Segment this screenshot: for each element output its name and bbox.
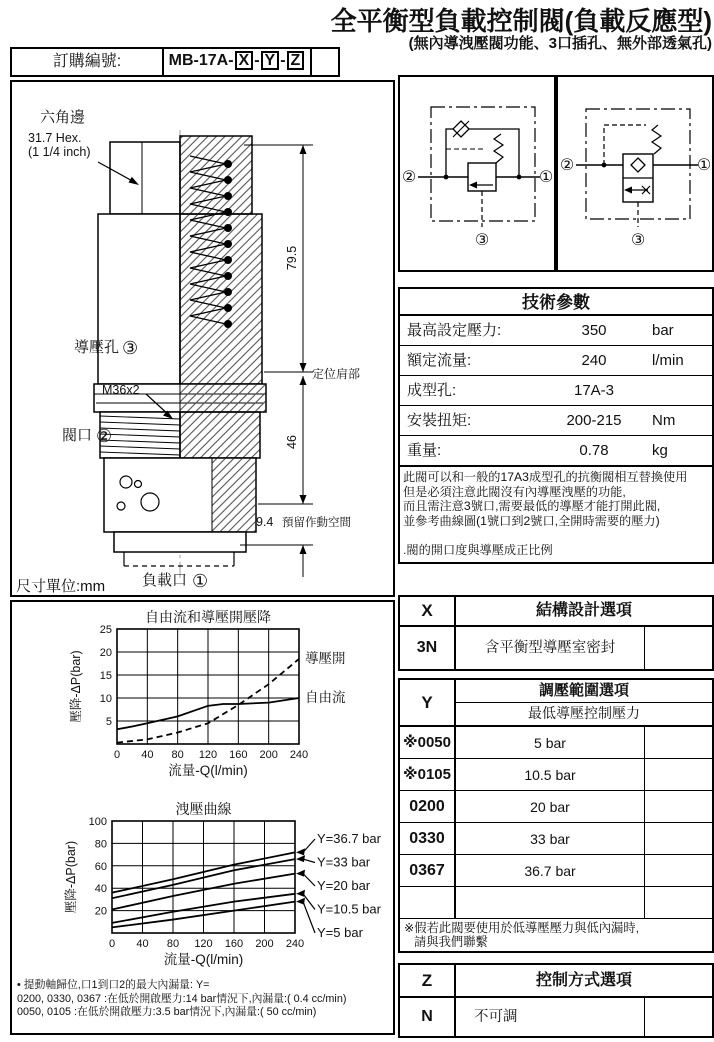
specs-note-line: 而且需注意3號口,需要最低的導壓才能打開此閥, <box>403 499 661 514</box>
option-y-row-code: 0330 <box>400 823 456 854</box>
option-y-row-code: 0367 <box>400 855 456 886</box>
option-z-title: 控制方式選項 <box>535 972 632 989</box>
option-y-row-desc: 33 bar <box>530 831 570 847</box>
spec-label: 安裝扭矩: <box>407 412 472 429</box>
table-row <box>400 597 712 627</box>
spec-unit: bar <box>652 322 674 339</box>
schematic-right-port3: ③ <box>630 232 646 249</box>
table-row <box>400 887 712 919</box>
order-number-code <box>164 49 312 75</box>
charts-panel <box>10 600 395 1035</box>
svg-text:80: 80 <box>166 938 180 950</box>
specs-table <box>398 287 714 564</box>
valve-cross-section-drawing <box>12 82 393 595</box>
table-row <box>400 436 712 466</box>
svg-text:自由流: 自由流 <box>305 690 346 705</box>
dim-46: 46 <box>285 435 299 449</box>
schematic-left-port3: ③ <box>474 232 490 249</box>
svg-text:0: 0 <box>108 938 116 950</box>
order-code-prefix: MB-17A- <box>168 52 234 69</box>
specs-note <box>400 466 712 562</box>
option-y-row-desc: 20 bar <box>530 799 570 815</box>
order-code-sep2: - <box>280 52 286 69</box>
option-y-row-empty <box>644 823 712 854</box>
svg-text:自由流和導壓開壓降: 自由流和導壓開壓降 <box>145 609 271 625</box>
svg-text:20: 20 <box>94 905 107 918</box>
svg-text:80: 80 <box>171 749 184 761</box>
svg-text:15: 15 <box>99 670 112 682</box>
specs-note-line <box>403 528 709 543</box>
schematic-right-symbol <box>558 77 712 270</box>
spec-unit: Nm <box>652 412 676 429</box>
option-y-row-desc: 10.5 bar <box>524 767 576 783</box>
spec-unit: kg <box>652 442 668 459</box>
spec-label: 最高設定壓力: <box>407 322 502 339</box>
spec-unit <box>652 376 705 405</box>
charts-footnote <box>17 979 346 1020</box>
pilot-port-number: ③ <box>122 338 139 358</box>
spec-value: 200-215 <box>566 412 622 429</box>
svg-text:流量-Q(l/min): 流量-Q(l/min) <box>163 952 244 967</box>
units-note: 尺寸單位:mm <box>16 578 106 595</box>
svg-text:流量-Q(l/min): 流量-Q(l/min) <box>168 763 248 778</box>
specs-note-line: 並參考曲線圖(1號口到2號口,全開時需要的壓力) <box>403 513 660 528</box>
order-code-y: Y <box>261 51 280 70</box>
svg-text:80: 80 <box>94 838 107 851</box>
svg-text:20: 20 <box>99 647 112 659</box>
option-y-row-code: ※0050 <box>400 727 456 758</box>
table-row <box>400 965 712 998</box>
svg-text:壓降-ΔP(bar): 壓降-ΔP(bar) <box>69 650 83 723</box>
spec-value: 0.78 <box>579 442 609 459</box>
option-z-row-empty <box>644 998 712 1036</box>
dim-9-4: 9.4 <box>256 515 274 529</box>
table-row <box>400 316 712 346</box>
svg-text:0: 0 <box>113 749 121 761</box>
table-row <box>400 680 712 727</box>
option-y-row-code: ※0105 <box>400 759 456 790</box>
option-x-row-code: 3N <box>400 627 456 669</box>
hex-size-line2: (1 1/4 inch) <box>28 145 91 159</box>
order-code-x: X <box>235 51 254 70</box>
order-code-sep1: - <box>254 52 260 69</box>
svg-text:Y=20 bar: Y=20 bar <box>317 878 371 893</box>
svg-text:200: 200 <box>259 749 278 761</box>
svg-text:40: 40 <box>141 749 154 761</box>
svg-text:100: 100 <box>88 816 107 828</box>
svg-text:60: 60 <box>94 860 107 873</box>
option-table-x <box>398 595 714 671</box>
svg-text:Y=33 bar: Y=33 bar <box>317 854 371 870</box>
option-table-y <box>398 678 714 953</box>
svg-text:洩壓曲線: 洩壓曲線 <box>175 801 232 817</box>
order-number-empty-cell <box>312 49 338 75</box>
spec-label: 重量: <box>407 442 442 459</box>
svg-text:導壓開: 導壓開 <box>305 650 346 666</box>
table-row <box>400 346 712 376</box>
specs-title: 技術參數 <box>400 289 712 316</box>
option-y-footnote <box>400 919 712 951</box>
svg-text:160: 160 <box>229 749 248 761</box>
option-y-row-empty <box>644 759 712 790</box>
load-port-number: ① <box>192 571 209 591</box>
valve-port-number: ② <box>96 426 113 446</box>
hydraulic-schematic-right <box>556 75 714 272</box>
spec-value: 350 <box>581 322 607 339</box>
option-y-row-desc: 5 bar <box>534 735 566 751</box>
option-x-row-desc: 含平衡型導壓室密封 <box>484 640 616 656</box>
table-row <box>400 823 712 855</box>
option-z-row-desc: 不可調 <box>474 1009 518 1025</box>
option-y-code: Y <box>400 680 456 725</box>
svg-text:25: 25 <box>99 624 112 636</box>
table-row <box>400 855 712 887</box>
option-y-row-desc <box>456 887 644 918</box>
order-number-label: 訂購編號: <box>12 49 164 75</box>
table-row <box>400 759 712 791</box>
svg-text:240: 240 <box>289 749 309 761</box>
schematic-left-port2: ② <box>401 169 417 186</box>
svg-text:240: 240 <box>285 938 305 950</box>
svg-text:壓降-ΔP(bar): 壓降-ΔP(bar) <box>64 840 78 914</box>
svg-text:120: 120 <box>194 938 213 950</box>
option-y-row-empty <box>644 855 712 886</box>
specs-note-line: 但是必須注意此閥沒有內導壓洩壓的功能, <box>403 484 626 499</box>
valve-port-label: 閥口 <box>62 427 93 444</box>
table-row <box>400 998 712 1036</box>
option-y-row-code: 0200 <box>400 791 456 822</box>
stroke-space-label: 預留作動空間 <box>282 517 351 529</box>
option-y-row-desc: 36.7 bar <box>524 863 576 879</box>
charts-footnote-line: 0050, 0105 :在低於開啟壓力:3.5 bar情況下,內漏量:( 50 cc/min) <box>17 1006 317 1019</box>
order-number-box <box>10 47 340 77</box>
svg-text:160: 160 <box>224 938 244 950</box>
svg-text:5: 5 <box>105 716 112 728</box>
schematic-left-symbol <box>400 77 554 270</box>
specs-note-line: 此閥可以和一般的17A3成型孔的抗衡閥相互替換使用 <box>403 470 688 484</box>
svg-text:Y=10.5 bar: Y=10.5 bar <box>317 901 381 917</box>
svg-text:10: 10 <box>99 693 112 705</box>
specs-note-line: .閥的開口度與導壓成正比例 <box>403 542 553 557</box>
spec-label: 成型孔: <box>407 382 457 399</box>
dimension-drawing-panel <box>10 80 395 597</box>
hex-edge-label: 六角邊 <box>40 109 86 126</box>
svg-text:Y=36.7 bar: Y=36.7 bar <box>317 831 381 846</box>
option-y-footnote-line2: 請與我們聯繫 <box>414 935 488 949</box>
spec-label: 額定流量: <box>407 352 472 369</box>
schematic-right-port2: ② <box>559 157 575 174</box>
hex-size-line1: 31.7 Hex. <box>28 131 82 145</box>
load-port-label: 負載口 <box>142 572 188 589</box>
option-x-title: 結構設計選項 <box>535 602 632 619</box>
svg-text:40: 40 <box>136 938 149 950</box>
pressure-drop-chart <box>12 606 393 792</box>
thread-label: M36x2 <box>102 383 140 397</box>
svg-text:200: 200 <box>255 938 274 950</box>
schematic-right-port1: ① <box>696 157 712 174</box>
page-title: 全平衡型負載控制閥(負載反應型) <box>330 6 712 36</box>
option-y-header <box>456 680 712 725</box>
option-y-title: 調壓範圍選項 <box>456 680 712 703</box>
table-row <box>400 791 712 823</box>
option-y-footnote-line1: ※假若此閥要使用於低導壓壓力與低內漏時, <box>404 921 640 935</box>
table-row <box>400 376 712 406</box>
charts-footnote-line: 0200, 0330, 0367 :在低於開啟壓力:14 bar情況下,內漏量:( 0.4 cc/min) <box>17 992 347 1005</box>
option-table-z <box>398 963 714 1038</box>
option-x-row-empty <box>644 627 712 669</box>
page-subtitle: (無內導洩壓閥功能、3口插孔、無外部透氣孔) <box>408 35 712 52</box>
schematic-left-port1: ① <box>538 169 554 186</box>
order-code-z: Z <box>287 51 305 70</box>
pilot-port-label: 導壓孔 <box>74 339 120 356</box>
option-x-code: X <box>400 597 456 625</box>
option-y-subtitle: 最低導壓控制壓力 <box>528 705 640 721</box>
dim-79-5: 79.5 <box>285 245 299 271</box>
table-row <box>400 627 712 669</box>
table-row <box>400 406 712 436</box>
relief-curves-chart <box>12 794 393 980</box>
option-y-row-empty <box>644 791 712 822</box>
svg-text:40: 40 <box>94 883 107 896</box>
option-z-row-code: N <box>400 998 456 1036</box>
spec-unit: l/min <box>652 352 684 369</box>
option-y-row-code <box>400 887 456 918</box>
table-row <box>400 727 712 759</box>
option-y-row-empty <box>644 727 712 758</box>
spec-value: 17A-3 <box>573 382 615 399</box>
spec-value: 240 <box>581 352 607 369</box>
option-z-code: Z <box>400 965 456 996</box>
option-y-row-empty <box>644 887 712 918</box>
svg-text:120: 120 <box>198 749 218 761</box>
svg-text:Y=5 bar: Y=5 bar <box>317 925 363 940</box>
hydraulic-schematic-left <box>398 75 556 272</box>
charts-footnote-line: • 提動軸歸位,口1到口2的最大內漏量: Y= <box>17 979 210 991</box>
locating-shoulder-label: 定位肩部 <box>312 367 361 381</box>
